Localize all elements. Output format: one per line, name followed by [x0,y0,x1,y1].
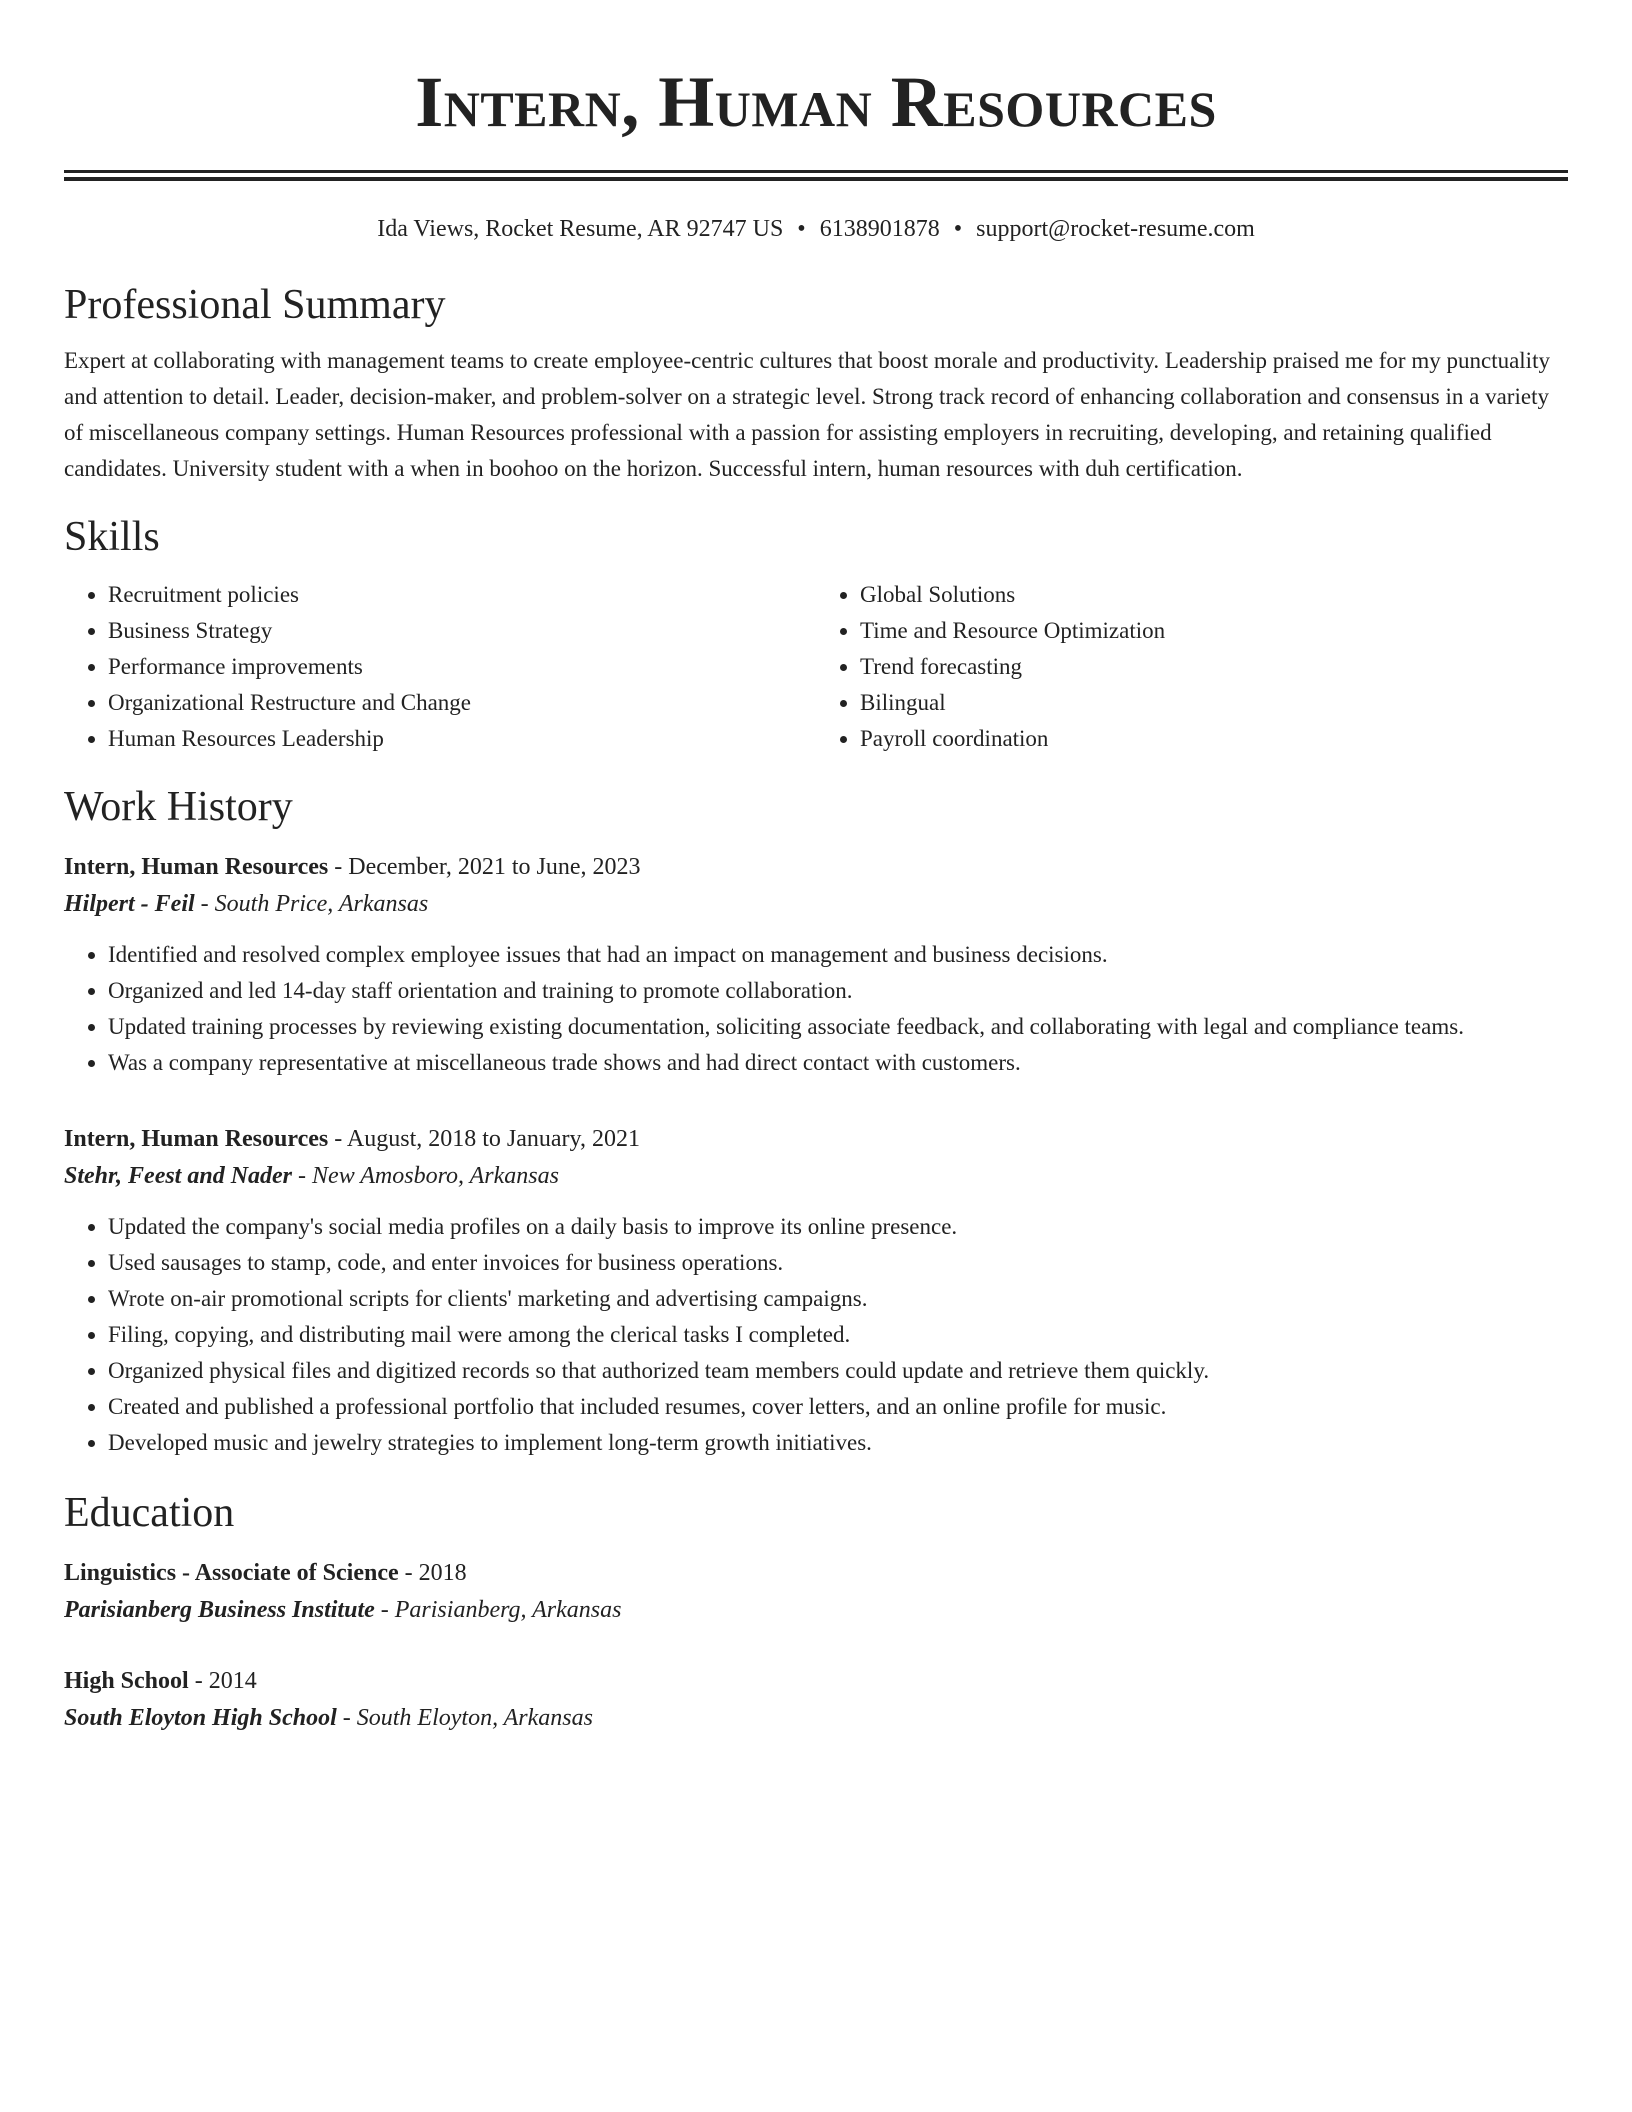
job-bullet: • Developed music and jewelry strategies to implement long-term growth initiatives. [108,1425,1568,1461]
job-company-line: Hilpert - Feil - South Price, Arkansas [64,891,429,917]
contact-info [64,213,1568,245]
section-heading-summary: Professional Summary [64,282,446,328]
job-dates: December, 2021 to June, 2023 [348,854,641,880]
education-degree: Linguistics - Associate of Science [64,1560,399,1586]
skills-columns [64,577,1568,757]
skills-list-right [816,577,1568,757]
skill-item: • Payroll coordination [860,721,1568,757]
job-company: Hilpert - Feil [64,891,195,917]
education-degree: High School [64,1668,189,1694]
job-bullet: • Updated training processes by reviewing existing documentation, soliciting associate feedback, and collaborating with legal and compliance teams. [108,1009,1568,1045]
job-bullet: • Was a company representative at miscellaneous trade shows and had direct contact with customers. [108,1045,1568,1081]
job-title: Intern, Human Resources [64,1126,329,1152]
contact-phone: 6138901878 [819,216,940,242]
skill-item: • Performance improvements [108,649,816,685]
job-bullets [64,937,1568,1081]
education-entry [64,1663,1568,1737]
job-title-line: Intern, Human Resources - December, 2021 to June, 2023 [64,854,641,880]
job-dates: August, 2018 to January, 2021 [346,1126,640,1152]
skill-item: • Recruitment policies [108,577,816,613]
contact-email: support@rocket-resume.com [976,216,1255,242]
job-bullet: • Organized physical files and digitized records so that authorized team members could update and retrieve them quickly. [108,1353,1568,1389]
header-double-rule [64,170,1568,181]
section-heading-work-history: Work History [64,784,293,830]
education-entry [64,1555,1568,1629]
skill-item: • Trend forecasting [860,649,1568,685]
job-bullet: • Created and published a professional portfolio that included resumes, cover letters, and an online profile for music. [108,1389,1568,1425]
skill-item: • Organizational Restructure and Change [108,685,816,721]
job-title-line: Intern, Human Resources - August, 2018 to January, 2021 [64,1126,640,1152]
education-year: 2014 [208,1668,257,1694]
job-bullet: • Used sausages to stamp, code, and enter invoices for business operations. [108,1245,1568,1281]
skill-item: • Bilingual [860,685,1568,721]
job-bullet: • Identified and resolved complex employee issues that had an impact on management and business decisions. [108,937,1568,973]
professional-summary-section [64,279,1568,487]
education-location: Parisianberg, Arkansas [394,1597,622,1623]
job-bullet: • Wrote on-air promotional scripts for clients' marketing and advertising campaigns. [108,1281,1568,1317]
resume-name: Intern, Human Resources [415,62,1217,142]
job-bullet: • Updated the company's social media profiles on a daily basis to improve its online presence. [108,1209,1568,1245]
job-location: South Price, Arkansas [214,891,429,917]
job-entry [64,849,1568,1081]
skill-item: • Human Resources Leadership [108,721,816,757]
work-history-section [64,781,1568,1461]
education-location: South Eloyton, Arkansas [356,1705,593,1731]
job-bullets [64,1209,1568,1461]
job-title: Intern, Human Resources [64,854,329,880]
education-school-line: South Eloyton High School - South Eloyton, Arkansas [64,1705,593,1731]
education-school: Parisianberg Business Institute [64,1597,375,1623]
contact-separator: • [953,216,963,242]
job-company-line: Stehr, Feest and Nader - New Amosboro, Arkansas [64,1163,559,1189]
contact-separator: • [797,216,806,242]
education-degree-line: Linguistics - Associate of Science - 2018 [64,1560,467,1586]
education-school-line: Parisianberg Business Institute - Parisianberg, Arkansas [64,1597,622,1623]
job-location: New Amosboro, Arkansas [312,1163,559,1189]
contact-address: Ida Views, Rocket Resume, AR 92747 US [377,216,784,242]
skill-item: • Global Solutions [860,577,1568,613]
skill-item: • Time and Resource Optimization [860,613,1568,649]
section-heading-education: Education [64,1490,235,1536]
education-year: 2018 [418,1560,467,1586]
section-heading-skills: Skills [64,514,160,560]
job-entry [64,1121,1568,1461]
education-school: South Eloyton High School [64,1705,337,1731]
skills-section [64,511,1568,757]
skill-item: • Business Strategy [108,613,816,649]
education-degree-line: High School - 2014 [64,1668,257,1694]
education-section [64,1487,1568,1737]
job-bullet: • Filing, copying, and distributing mail were among the clerical tasks I completed. [108,1317,1568,1353]
summary-text: Expert at collaborating with management teams to create employee-centric cultures that boost morale and productivity. Leadership praised me for my punctuality and attention to detail. Leader, decision-maker, and problem-solver on a strategic level. Strong track record of enhancing collaboration and consensus in a variety of miscellaneous company settings. Human Resources professional with a passion for assisting employers in recruiting, developing, and retaining qualified candidates. University student with a when in boohoo on the horizon. Successful intern, human resources with duh certification. [64,348,1550,481]
job-company: Stehr, Feest and Nader [64,1163,293,1189]
job-bullet: • Organized and led 14-day staff orientation and training to promote collaboration. [108,973,1568,1009]
skills-list-left [64,577,816,757]
